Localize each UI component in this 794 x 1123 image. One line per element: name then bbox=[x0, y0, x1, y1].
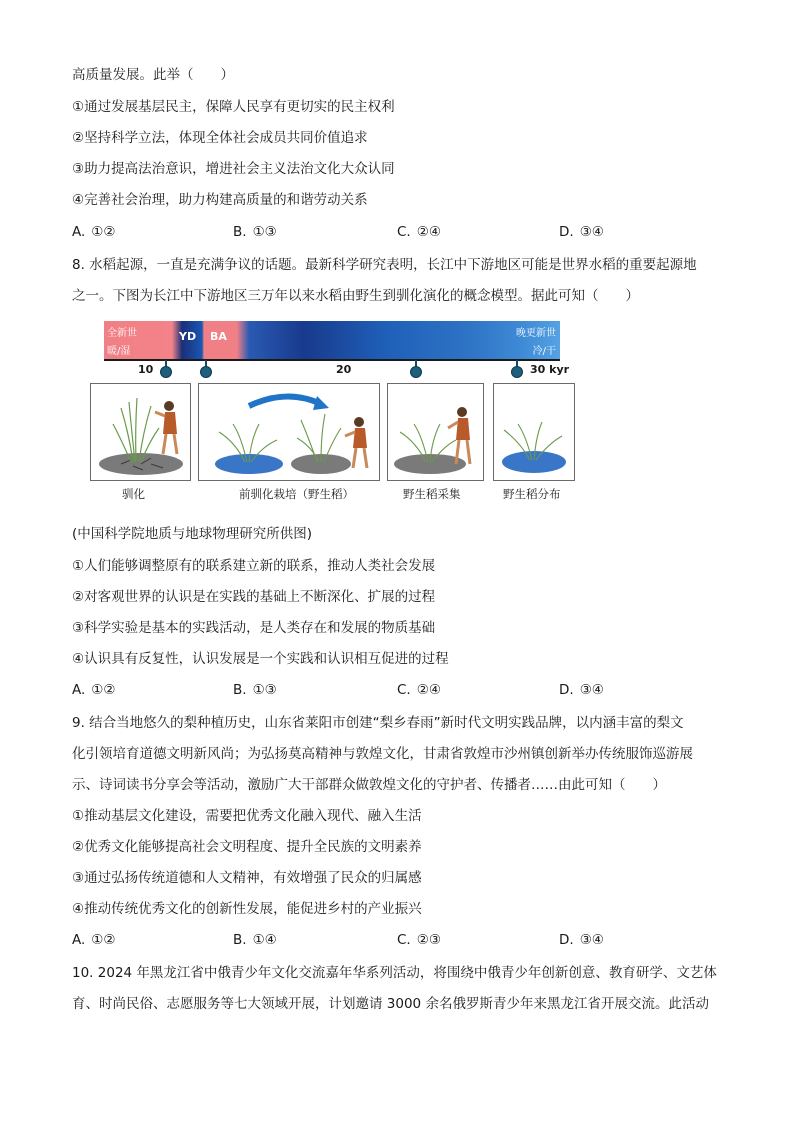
timeline-axis bbox=[104, 359, 560, 361]
panel-domestication bbox=[90, 383, 191, 481]
arrow-icon bbox=[313, 396, 329, 410]
timeline-pin bbox=[200, 366, 212, 378]
q9-stem-line-1: 9. 结合当地悠久的梨种植历史，山东省莱阳市创建“梨乡春雨”新时代文明实践品牌，以内涵丰富的梨文 bbox=[72, 715, 684, 731]
timeline-pin bbox=[410, 366, 422, 378]
q7-option-b[interactable]: B. ①③ bbox=[233, 224, 277, 240]
q7-option-d[interactable]: D. ③④ bbox=[559, 224, 604, 240]
q9-item-3: ③通过弘扬传统道德和人文精神，有效增强了民众的归属感 bbox=[72, 870, 422, 886]
panel-pre-domestication bbox=[198, 383, 380, 481]
caption-pre-domestication: 前驯化栽培（野生稻） bbox=[239, 487, 354, 501]
bar-label-warm-wet: 暖/湿 bbox=[107, 346, 131, 357]
q8-stem-line-1: 8. 水稻起源，一直是充满争议的话题。最新科学研究表明，长江中下游地区可能是世界水稻的重要起源地 bbox=[72, 257, 697, 273]
panel-wild-distribution bbox=[493, 383, 575, 481]
q9-stem-line-2: 化引领培育道德文明新风尚；为弘扬莫高精神与敦煌文化，甘肃省敦煌市沙州镇创新举办传统服饰巡游展 bbox=[72, 746, 693, 762]
q8-item-1: ①人们能够调整原有的联系建立新的联系，推动人类社会发展 bbox=[72, 558, 436, 574]
bar-label-ba: BA bbox=[210, 330, 227, 343]
q8-option-b[interactable]: B. ①③ bbox=[233, 682, 277, 698]
q9-option-c[interactable]: C. ②③ bbox=[397, 932, 441, 948]
tick-label-20: 20 bbox=[336, 363, 352, 376]
bar-label-holocene: 全新世 bbox=[107, 328, 137, 339]
bar-label-late-pleistocene: 晚更新世 bbox=[516, 328, 556, 339]
q8-options bbox=[72, 681, 732, 699]
caption-domestication: 驯化 bbox=[122, 487, 145, 501]
q10-stem-line-2: 育、时尚民俗、志愿服务等七大领域开展，计划邀请 3000 余名俄罗斯青少年来黑龙江省开展交流。此活动 bbox=[72, 996, 709, 1012]
q7-item-4: ④完善社会治理，助力构建高质量的和谐劳动关系 bbox=[72, 192, 368, 208]
q7-stem-end: 高质量发展。此举（ ） bbox=[72, 67, 234, 83]
q10-stem-line-1: 10. 2024 年黑龙江省中俄青少年文化交流嘉年华系列活动，将围绕中俄青少年创新创意、教育研学、文艺体 bbox=[72, 965, 717, 981]
figure-source: (中国科学院地质与地球物理研究所供图) bbox=[72, 526, 313, 542]
q8-item-2: ②对客观世界的认识是在实践的基础上不断深化、扩展的过程 bbox=[72, 589, 436, 605]
q9-item-1: ①推动基层文化建设，需要把优秀文化融入现代、融入生活 bbox=[72, 808, 422, 824]
bar-label-yd: YD bbox=[179, 330, 197, 343]
q7-options bbox=[72, 223, 732, 241]
q8-item-3: ③科学实验是基本的实践活动，是人类存在和发展的物质基础 bbox=[72, 620, 436, 636]
tick-label-10: 10 bbox=[138, 363, 154, 376]
q8-stem-line-2: 之一。下图为长江中下游地区三万年以来水稻由野生到驯化演化的概念模型。据此可知（ ） bbox=[72, 288, 639, 304]
q8-item-4: ④认识具有反复性，认识发展是一个实践和认识相互促进的过程 bbox=[72, 651, 449, 667]
q9-option-d[interactable]: D. ③④ bbox=[559, 932, 604, 948]
q7-item-3: ③助力提高法治意识，增进社会主义法治文化大众认同 bbox=[72, 161, 395, 177]
bar-label-cold-dry: 冷/干 bbox=[532, 346, 556, 357]
q9-option-a[interactable]: A. ①② bbox=[72, 932, 116, 948]
q8-option-a[interactable]: A. ①② bbox=[72, 682, 116, 698]
q9-option-b[interactable]: B. ①④ bbox=[233, 932, 277, 948]
q7-option-c[interactable]: C. ②④ bbox=[397, 224, 441, 240]
farmer-figure bbox=[448, 407, 470, 464]
q9-stem-line-3: 示、诗词读书分享会等活动，激励广大干部群众做敦煌文化的守护者、传播者……由此可知（ ） bbox=[72, 777, 666, 793]
tick-label-30kyr: 30 kyr bbox=[530, 363, 570, 376]
q7-item-2: ②坚持科学立法，体现全体社会成员共同价值追求 bbox=[72, 130, 368, 146]
q8-option-c[interactable]: C. ②④ bbox=[397, 682, 441, 698]
climate-timeline-bar bbox=[104, 321, 560, 359]
q9-item-4: ④推动传统优秀文化的创新性发展，能促进乡村的产业振兴 bbox=[72, 901, 422, 917]
pre-domestication-illustration bbox=[199, 384, 379, 480]
farmer-figure bbox=[155, 401, 177, 454]
q9-options bbox=[72, 931, 732, 949]
q7-item-1: ①通过发展基层民主，保障人民享有更切实的民主权利 bbox=[72, 99, 395, 115]
wild-distribution-illustration bbox=[494, 384, 574, 480]
q7-option-a[interactable]: A. ①② bbox=[72, 224, 116, 240]
timeline-pin bbox=[160, 366, 172, 378]
caption-wild-gathering: 野生稻采集 bbox=[403, 487, 461, 501]
domestication-illustration bbox=[91, 384, 190, 480]
wild-gathering-illustration bbox=[388, 384, 483, 480]
caption-wild-distribution: 野生稻分布 bbox=[503, 487, 561, 501]
timeline-pin bbox=[511, 366, 523, 378]
q8-option-d[interactable]: D. ③④ bbox=[559, 682, 604, 698]
panel-wild-gathering bbox=[387, 383, 484, 481]
q9-item-2: ②优秀文化能够提高社会文明程度、提升全民族的文明素养 bbox=[72, 839, 422, 855]
